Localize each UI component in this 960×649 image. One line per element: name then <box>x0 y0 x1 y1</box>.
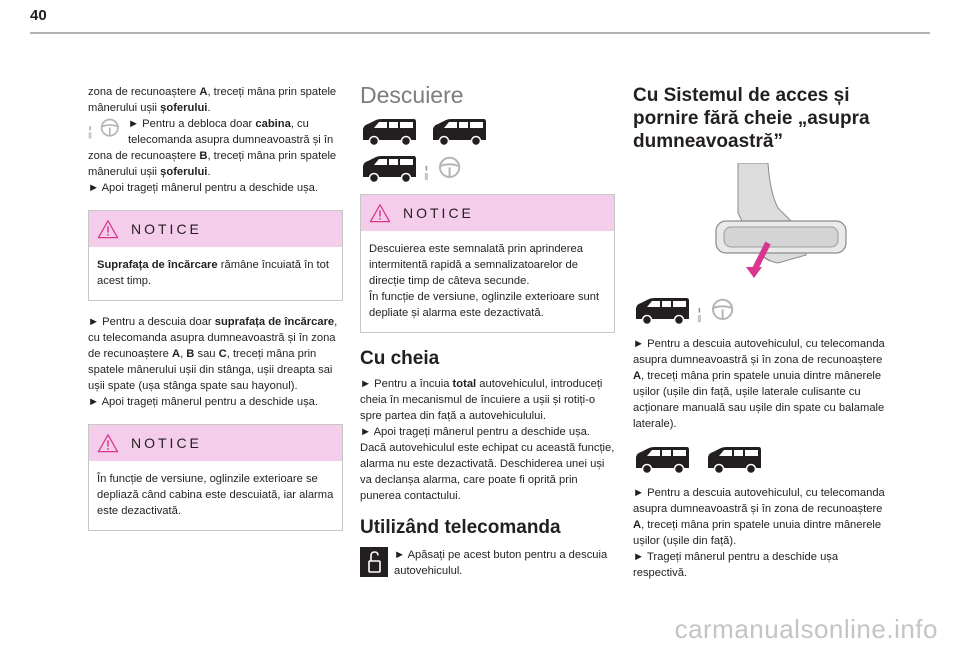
column-right <box>633 84 888 581</box>
warning-icon <box>97 433 119 453</box>
van-icon <box>360 116 418 147</box>
paragraph: ► Pentru a debloca doar cabina, cu telecomanda asupra dumneavoastră și în <box>128 118 334 146</box>
notice-text: Suprafața de încărcare rămâne încuiată în tot acest timp. <box>97 259 329 287</box>
van-icon <box>430 116 488 147</box>
hand-door-handle-illustration <box>708 163 858 293</box>
paragraph: ► Apoi trageți mânerul pentru a deschide ușa. <box>88 396 318 408</box>
section-heading: Cu Sistemul de acces și pornire fără cheie „asupra dumneavoastră” <box>633 85 870 152</box>
section-heading: Descuiere <box>360 82 464 108</box>
paragraph: ► Pentru a descuia doar suprafața de încărcare, cu telecomanda asupra dumneavoastră și în zona de recunoaștere A, B sau C, treceți mâna prin spatele mânerului ușii din stânga, ușii dreapta sai ușii spate (ușa stânga spate sau hayonul). <box>88 316 338 392</box>
steering-wheel-icon <box>88 116 122 142</box>
vehicle-variant-icons <box>360 153 615 184</box>
section-heading: Cu cheia <box>360 348 440 369</box>
vehicle-variant-icons <box>633 295 888 326</box>
notice-text: În funcție de versiune, oglinzile exterioare se depliază când cabina este descuiată, iar alarma este dezactivată. <box>97 473 334 517</box>
van-icon <box>705 444 763 475</box>
warning-icon <box>97 219 119 239</box>
paragraph: ► Pentru a descuia autovehiculul, cu telecomanda asupra dumneavoastră și în zona de recunoaștere A, treceți mâna prin spatele unuia dintre mânerele ușilor (ușile din față, ușile laterale culisante cu acționare manuală sau ușile din spate cu balamale laterale). <box>633 338 885 430</box>
column-middle <box>360 84 615 579</box>
notice-header <box>89 211 342 247</box>
section-heading: Utilizând telecomanda <box>360 517 561 538</box>
notice-header <box>89 425 342 461</box>
van-icon <box>633 295 691 326</box>
remote-unlock-button-icon <box>360 547 388 577</box>
paragraph: ► Apăsați pe acest buton pentru a descuia autovehiculul. <box>394 549 608 577</box>
notice-title: NOTICE <box>131 435 202 451</box>
warning-icon <box>369 203 391 223</box>
column-left <box>88 84 343 531</box>
notice-header <box>361 195 614 231</box>
notice-title: NOTICE <box>131 221 202 237</box>
instruction-with-icon <box>360 547 615 579</box>
paragraph: ► Pentru a încuia total autovehiculul, introduceți cheia în mecanismul de încuiere a ușii și rotiți-o spre partea din față a autovehiculului. ► Apoi trageți mânerul pentru a deschide ușa. Dacă autovehiculul este echipat cu această funcție, alarma nu este dezactivată. Deschiderea unei uși va declanșa alarma, care poate fi oprită prin punerea contactului. <box>360 378 615 502</box>
watermark: carmanualsonline.info <box>674 614 938 644</box>
notice-box <box>360 194 615 333</box>
instruction-with-icon <box>88 116 343 148</box>
page-number: 40 <box>30 7 47 24</box>
vehicle-variant-icons <box>360 116 615 147</box>
paragraph: zona de recunoaștere B, treceți mâna prin spatele mânerului ușii șoferului. <box>88 150 337 178</box>
van-icon <box>360 153 418 184</box>
steering-wheel-icon <box>424 154 464 184</box>
notice-title: NOTICE <box>403 205 474 221</box>
paragraph: zona de recunoaștere A, treceți mâna prin spatele mânerului ușii șoferului. <box>88 86 337 114</box>
notice-text: Descuierea este semnalată prin aprinderea intermitentă rapidă a semnalizatoarelor de direcție timp de câteva secunde. În funcție de versiune, oglinzile exterioare sunt depliate și alarma este dezactivată. <box>369 243 600 319</box>
notice-box <box>88 210 343 301</box>
notice-box <box>88 424 343 531</box>
paragraph: ► Apoi trageți mânerul pentru a deschide ușa. <box>88 182 318 194</box>
steering-wheel-icon <box>697 296 737 326</box>
paragraph: ► Pentru a descuia autovehiculul, cu telecomanda asupra dumneavoastră și în zona de recunoaștere A, treceți mâna prin spatele unuia dintre mânerele ușilor (ușile din față). ► Trageți mânerul pentru a deschide ușa respectivă. <box>633 487 885 579</box>
header-divider <box>30 32 930 34</box>
vehicle-variant-icons <box>633 444 888 475</box>
van-icon <box>633 444 691 475</box>
